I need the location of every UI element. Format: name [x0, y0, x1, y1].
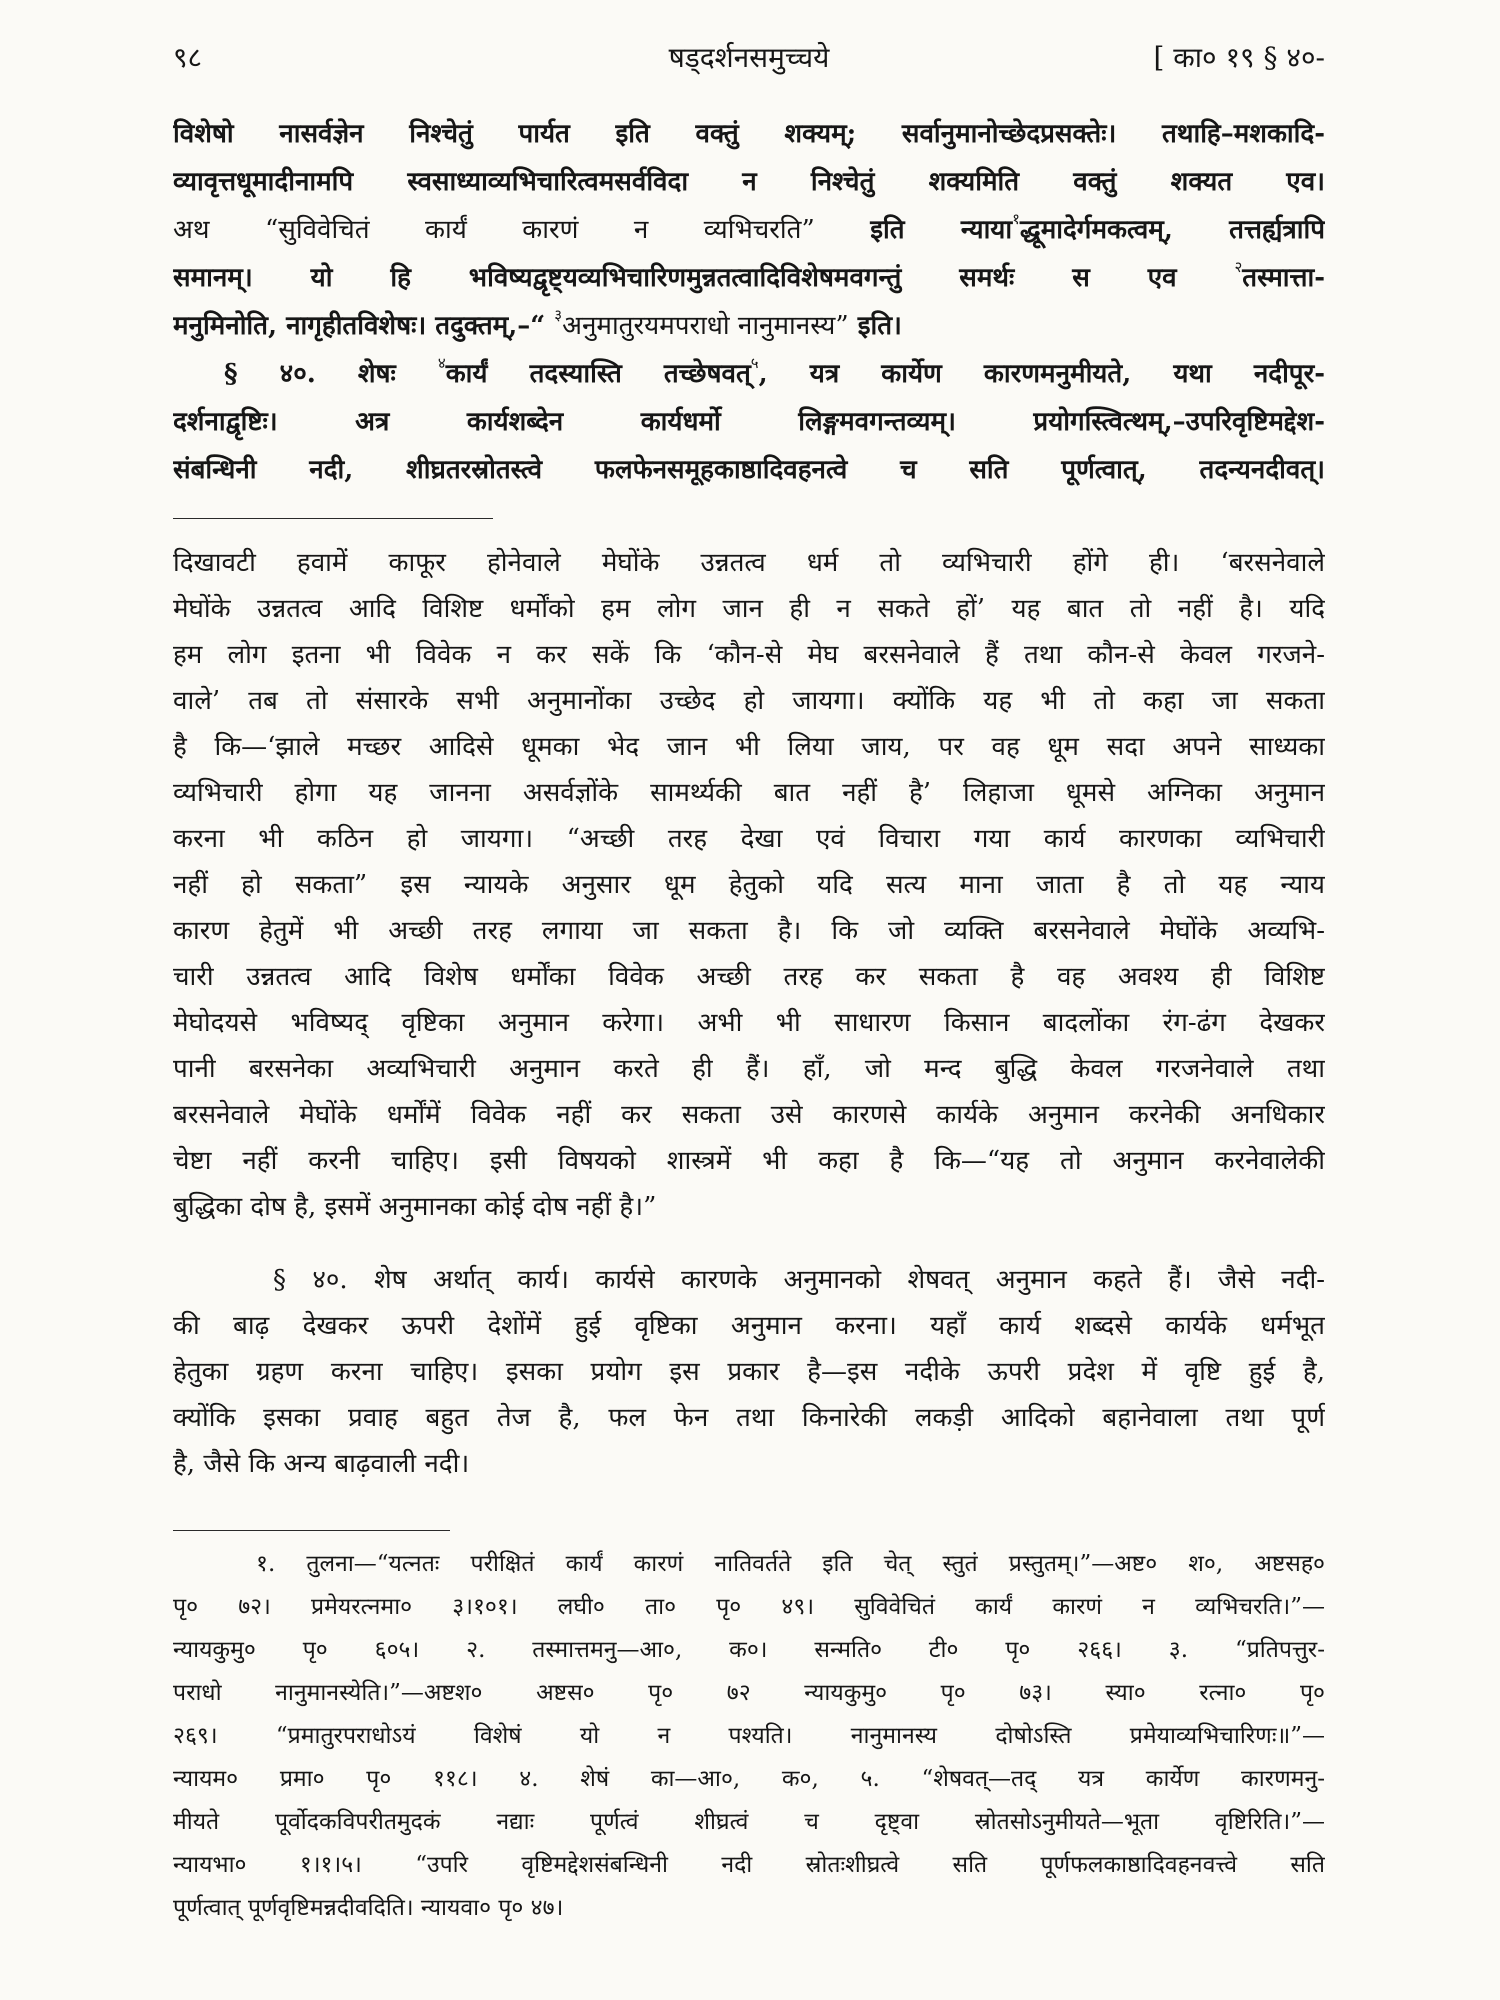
footnote-marker: १ — [1012, 210, 1020, 228]
section-heading: § ४०. शेषः — [224, 359, 438, 389]
footnote-line: पराधो नानुमानस्येति।”—अष्टश० अष्टस० पृ० ७२ न्यायकुमु० पृ० ७३। स्या० रत्ना० पृ० — [173, 1680, 1325, 1706]
hindi-line: मेघोंके उन्नतत्व आदि विशिष्ट धर्मोंको हम लोग जान ही न सकते हों’ यह बात तो नहीं है। यदि — [173, 594, 1325, 624]
sanskrit-line: दर्शनाद्वृष्टिः। अत्र कार्यशब्देन कार्यधर्मो लिङ्गमवगन्तव्यम्। प्रयोगस्त्वित्थम्,–उपरिवृष्टिमद्देश- — [173, 407, 1325, 437]
hindi-paragraph — [173, 540, 1325, 1230]
hindi-line: है, जैसे कि अन्य बाढ़वाली नदी। — [173, 1449, 470, 1479]
hindi-line: है कि—‘झाले मच्छर आदिसे धूमका भेद जान भी लिया जाय, पर वह धूम सदा अपने साध्यका — [173, 732, 1325, 762]
hindi-line: नहीं हो सकता” इस न्यायके अनुसार धूम हेतुको यदि सत्य माना जाता है तो यह न्याय — [173, 870, 1325, 900]
text-segment: मनुमिनोति, नागृहीतविशेषः। तदुक्तम्,–“ — [173, 311, 555, 341]
text-segment: , यत्र कार्येण कारणमनुमीयते, यथा नदीपूर- — [758, 359, 1325, 389]
text-segment: द्धूमादेर्गमकत्वम्, तत्तर्ह्यत्रापि — [1019, 215, 1325, 245]
footnote-line: न्यायम० प्रमा० पृ० ११८। ४. शेषं का—आ०, क०, ५. “शेषवत्—तद् यत्र कार्येण कारणमनु- — [173, 1766, 1325, 1792]
footnotes — [173, 1543, 1325, 1930]
footnote-line: न्यायकुमु० पृ० ६०५। २. तस्मात्तमनु—आ०, क०। सन्मति० टी० पृ० २६६। ३. “प्रतिपत्तुर- — [173, 1637, 1325, 1663]
sanskrit-text — [173, 110, 1325, 494]
hindi-line: हेतुका ग्रहण करना चाहिए। इसका प्रयोग इस प्रकार है—इस नदीके ऊपरी प्रदेश में वृष्टि हुई है, — [173, 1357, 1325, 1387]
footnote-line: पृ० ७२। प्रमेयरत्नमा० ३।१०१। लघी० ता० पृ० ४९। सुविवेचितं कार्यं कारणं न व्यभिचरति।”— — [173, 1594, 1325, 1620]
running-header — [173, 34, 1325, 82]
hindi-line: § ४०. शेष अर्थात् कार्य। कार्यसे कारणके अनुमानको शेषवत् अनुमान कहते हैं। जैसे नदी- — [273, 1265, 1325, 1295]
footnote-marker: २ — [1234, 258, 1243, 276]
running-title: षड्दर्शनसमुच्चये — [668, 41, 830, 74]
sanskrit-line — [173, 254, 1325, 302]
text-segment: कार्यं तदस्यास्ति तच्छेषवत् — [445, 359, 751, 389]
hindi-line: क्योंकि इसका प्रवाह बहुत तेज है, फल फेन तथा किनारेकी लकड़ी आदिको बहानेवाला तथा पूर्ण — [173, 1403, 1325, 1433]
hindi-line: बरसनेवाले मेघोंके धर्मोंमें विवेक नहीं कर सकता उसे कारणसे कार्यके अनुमान करनेकी अनधिकार — [173, 1100, 1325, 1130]
sanskrit-line — [173, 302, 1325, 350]
sanskrit-line — [173, 350, 1325, 398]
footnote-marker: ४ — [437, 354, 446, 372]
hindi-line: चारी उन्नतत्व आदि विशेष धर्मोंका विवेक अच्छी तरह कर सकता है वह अवश्य ही विशिष्ट — [173, 962, 1325, 992]
hindi-line: दिखावटी हवामें काफूर होनेवाले मेघोंके उन्नतत्व धर्म तो व्यभिचारी होंगे ही। ‘बरसनेवाले — [173, 548, 1325, 578]
sanskrit-line: विशेषो नासर्वज्ञेन निश्चेतुं पार्यत इति वक्तुं शक्यम्; सर्वानुमानोच्छेदप्रसक्तेः। तथाहि–मशकादि- — [173, 119, 1325, 149]
hindi-line: हम लोग इतना भी विवेक न कर सकें कि ‘कौन-से मेघ बरसनेवाले हैं तथा कौन-से केवल गरजने- — [173, 640, 1325, 670]
hindi-line: करना भी कठिन हो जायगा। “अच्छी तरह देखा एवं विचारा गया कार्य कारणका व्यभिचारी — [173, 824, 1325, 854]
footnote-line: २६९। “प्रमातुरपराधोऽयं विशेषं यो न पश्यति। नानुमानस्य दोषोऽस्ति प्रमेयाव्यभिचारिणः॥”— — [173, 1723, 1325, 1749]
sanskrit-line: व्यावृत्तधूमादीनामपि स्वसाध्याव्यभिचारित्वमसर्वविदा न निश्चेतुं शक्यमिति वक्तुं शक्यत एव। — [173, 167, 1325, 197]
hindi-line: चेष्टा नहीं करनी चाहिए। इसी विषयको शास्त्रमें भी कहा है कि—“यह तो अनुमान करनेवालेकी — [173, 1146, 1325, 1176]
hindi-line: कारण हेतुमें भी अच्छी तरह लगाया जा सकता है। कि जो व्यक्ति बरसनेवाले मेघोंके अव्यभि- — [173, 916, 1325, 946]
separator-rule — [173, 1530, 450, 1531]
hindi-line: बुद्धिका दोष है, इसमें अनुमानका कोई दोष नहीं है।” — [173, 1192, 657, 1222]
section-reference: [ का० १९ § ४०- — [1153, 41, 1325, 74]
hindi-line: की बाढ़ देखकर ऊपरी देशोंमें हुई वृष्टिका अनुमान करना। यहाँ कार्य शब्दसे कार्यके धर्मभूत — [173, 1311, 1325, 1341]
quoted-maxim: अथ “सुविवेचितं कार्यं कारणं न व्यभिचरति” — [173, 215, 871, 245]
sanskrit-line: संबन्धिनी नदी, शीघ्रतरस्रोतस्त्वे फलफेनसमूहकाष्ठादिवहनत्वे च सति पूर्णत्वात्, तदन्यनदीवत्। — [173, 455, 1325, 485]
page-number: ९८ — [173, 41, 203, 74]
hindi-line: पानी बरसनेका अव्यभिचारी अनुमान करते ही हैं। हाँ, जो मन्द बुद्धि केवल गरजनेवाले तथा — [173, 1054, 1325, 1084]
text-segment: इति न्याया — [870, 215, 1013, 245]
footnote-line: न्यायभा० १।१।५। “उपरि वृष्टिमद्देशसंबन्धिनी नदी स्रोतःशीघ्रत्वे सति पूर्णफलकाष्ठादिवहनवत्त्वे सति — [173, 1852, 1325, 1878]
footnote-marker: ५ — [750, 354, 759, 372]
text-segment: इति। — [848, 311, 902, 341]
sanskrit-line — [173, 206, 1325, 254]
hindi-line: वाले’ तब तो संसारके सभी अनुमानोंका उच्छेद हो जायगा। क्योंकि यह भी तो कहा जा सकता — [173, 686, 1325, 716]
footnote-line: १. तुलना—“यत्नतः परीक्षितं कार्यं कारणं नातिवर्तते इति चेत् स्तुतं प्रस्तुतम्।”—अष्ट० श०, अष्टसह० — [256, 1551, 1325, 1577]
footnote-line: पूर्णत्वात् पूर्णवृष्टिमन्नदीवदिति। न्यायवा० पृ० ४७। — [173, 1895, 564, 1921]
text-segment: समानम्। यो हि भविष्यद्वृष्ट्यव्यभिचारिणमुन्नतत्वादिविशेषमवगन्तुं समर्थः स एव — [173, 263, 1235, 293]
quoted-maxim: अनुमातुरयमपराधो नानुमानस्य” — [562, 311, 849, 341]
hindi-paragraph — [173, 1257, 1325, 1487]
hindi-line: व्यभिचारी होगा यह जानना असर्वज्ञोंके सामर्थ्यकी बात नहीं है’ लिहाजा धूमसे अग्निका अनुमान — [173, 778, 1325, 808]
text-segment: तस्मात्ता- — [1242, 263, 1325, 293]
hindi-line: मेघोदयसे भविष्यद् वृष्टिका अनुमान करेगा। अभी भी साधारण किसान बादलोंका रंग-ढंग देखकर — [173, 1008, 1325, 1038]
footnote-marker: ३ — [554, 306, 563, 324]
footnote-line: मीयते पूर्वोदकविपरीतमुदकं नद्याः पूर्णत्वं शीघ्रत्वं च दृष्ट्वा स्रोतसोऽनुमीयते—भूता वृष्टिरिति।”— — [173, 1809, 1325, 1835]
separator-rule — [173, 518, 493, 519]
